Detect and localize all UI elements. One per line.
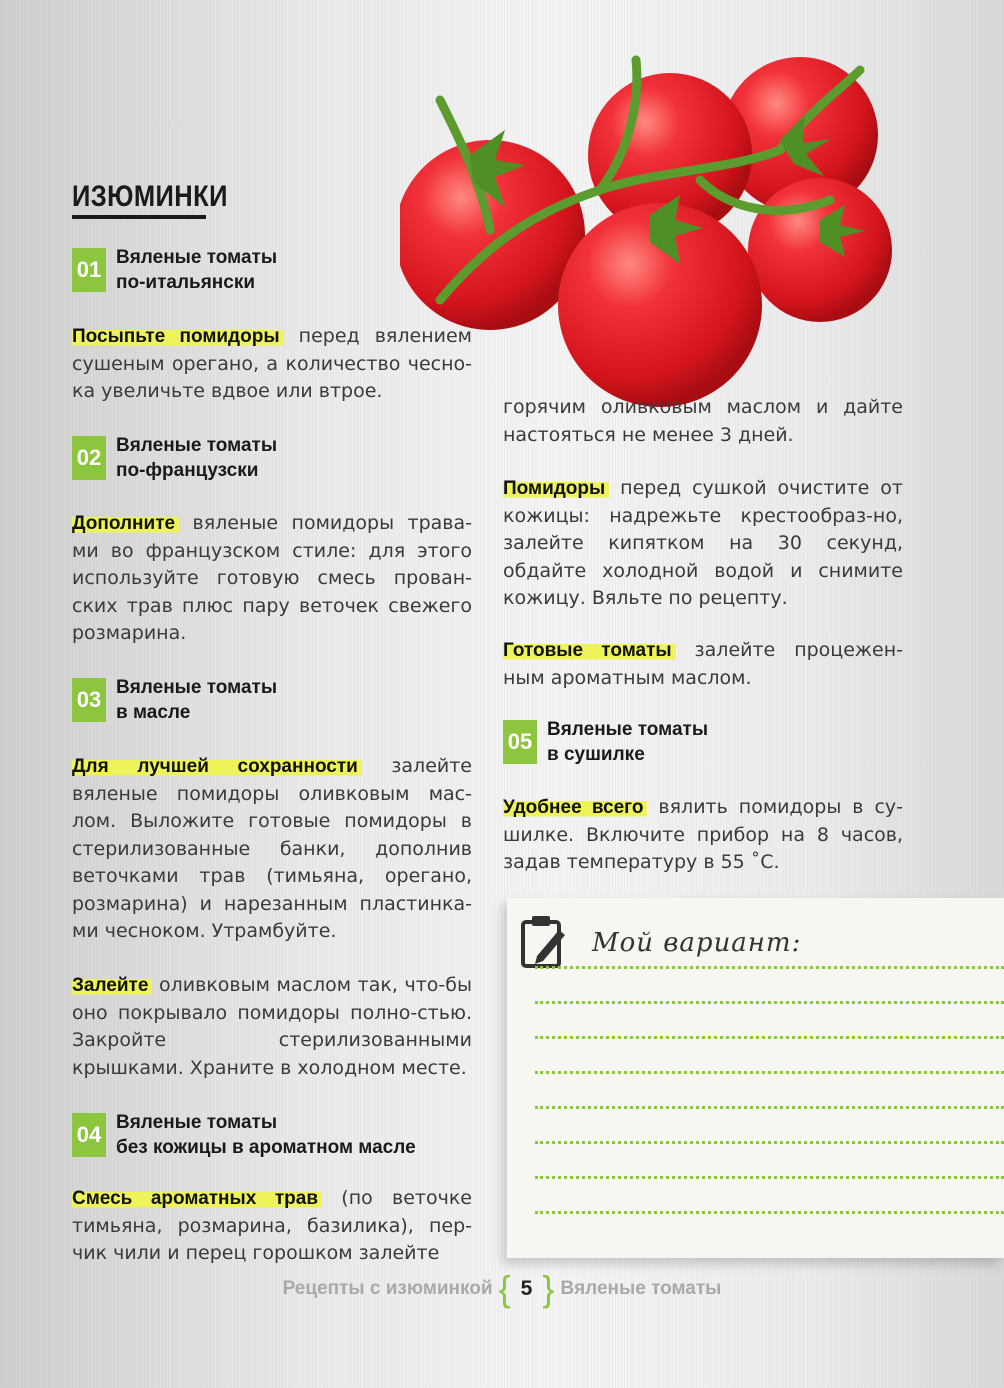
recipe-header-04: [72, 1110, 472, 1160]
paragraph-continued: [503, 394, 903, 449]
paragraph: [72, 1185, 472, 1268]
notes-label: Мой вариант:: [592, 928, 802, 958]
notes-line[interactable]: [535, 1036, 1004, 1039]
body-text: залейте процежен-ным ароматным маслом.: [503, 639, 904, 689]
paragraph: [72, 510, 472, 648]
highlight-text: Смесь ароматных трав: [72, 1188, 322, 1209]
recipe-number: 02: [72, 436, 106, 480]
recipe-title-line1: Вяленые томаты: [116, 435, 278, 456]
highlight-text: Готовые томаты: [503, 640, 676, 661]
recipe-number: 05: [503, 720, 537, 764]
body-text: вяленые помидоры трава-ми во французском стиле: для этого используйте готовую смесь прован-ских трав плюс пару веточек свежего розмарина.: [72, 512, 472, 644]
tomatoes-illustration: [400, 40, 920, 410]
paragraph: [72, 323, 472, 406]
highlight-text: Посыпьте помидоры: [72, 326, 284, 347]
paragraph: [503, 475, 903, 613]
section-title: ИЗЮМИНКИ: [72, 180, 228, 213]
footer-chapter-title: Вяленые томаты: [560, 1278, 722, 1299]
notes-line[interactable]: [535, 1141, 1004, 1144]
recipe-title-line2: без кожицы в ароматном масле: [116, 1137, 416, 1158]
recipe-title-line1: Вяленые томаты: [116, 247, 278, 268]
paragraph: [503, 637, 903, 692]
recipe-title-line2: по-итальянски: [116, 272, 256, 293]
paragraph: [503, 794, 903, 877]
highlight-text: Дополните: [72, 513, 179, 534]
paragraph: [72, 753, 472, 946]
notes-line[interactable]: [535, 966, 1004, 969]
notes-line[interactable]: [535, 1001, 1004, 1004]
notes-line[interactable]: [535, 1071, 1004, 1074]
right-brace-icon: }: [542, 1268, 555, 1309]
notes-line[interactable]: [535, 1176, 1004, 1179]
recipe-title-line1: Вяленые томаты: [116, 1112, 278, 1133]
recipe-title-line2: по-французски: [116, 460, 259, 481]
recipe-header-05: [503, 717, 903, 767]
recipe-title-line1: Вяленые томаты: [547, 719, 709, 740]
recipe-title-line2: в сушилке: [547, 744, 645, 765]
recipe-number: 04: [72, 1113, 106, 1157]
body-text: вялить помидоры в су-шилке. Включите прибор на 8 часов, задав температуру в 55 ˚С.: [503, 796, 903, 873]
recipe-header-03: [72, 675, 472, 725]
footer-book-title: Рецепты с изюминкой: [282, 1278, 493, 1299]
page-footer: [0, 1270, 1004, 1308]
highlight-text: Залейте: [72, 975, 152, 996]
notes-line[interactable]: [535, 1211, 1004, 1214]
highlight-text: Помидоры: [503, 478, 609, 499]
body-text: оливковым маслом так, что-бы оно покрывало помидоры полно-стью. Закройте стерилизованными крышками. Храните в холодном месте.: [72, 974, 472, 1079]
body-text: горячим оливковым маслом и дайте настояться не менее 3 дней.: [503, 396, 903, 446]
clipboard-pen-icon: [519, 912, 571, 970]
body-text: перед сушкой очистите от кожицы: надрежьте крестообраз-но, залейте кипятком на 30 секунд, обдайте холодной водой и снимите кожицу. Вяльте по рецепту.: [503, 477, 903, 609]
paragraph: [72, 972, 472, 1082]
recipe-header-02: [72, 433, 472, 483]
highlight-text: Удобнее всего: [503, 797, 647, 818]
highlight-text: Для лучшей сохранности: [72, 756, 362, 777]
page-number: 5: [520, 1277, 533, 1300]
notes-box: [507, 898, 1004, 1258]
body-text: (по веточке тимьяна, розмарина, базилика), пер-чик чили и перец горошком залейте: [72, 1187, 473, 1264]
body-text: залейте вяленые помидоры оливковым мас-лом. Выложите готовые помидоры в стерилизованные банки, дополнив веточками трав (тимьяна, орегано, розмарина) и нарезанным пластинка-ми чесноком. Утрамбуйте.: [72, 755, 472, 942]
recipe-header-01: [72, 245, 472, 295]
recipe-number: 01: [72, 248, 106, 292]
body-text: перед вялением сушеным орегано, а количество чесно-ка увеличьте вдвое или втрое.: [72, 325, 472, 402]
recipe-number: 03: [72, 678, 106, 722]
recipe-title-line2: в масле: [116, 702, 191, 723]
left-brace-icon: {: [498, 1268, 511, 1309]
notes-line[interactable]: [535, 1106, 1004, 1109]
recipe-title-line1: Вяленые томаты: [116, 677, 278, 698]
section-title-underline: [72, 215, 206, 219]
